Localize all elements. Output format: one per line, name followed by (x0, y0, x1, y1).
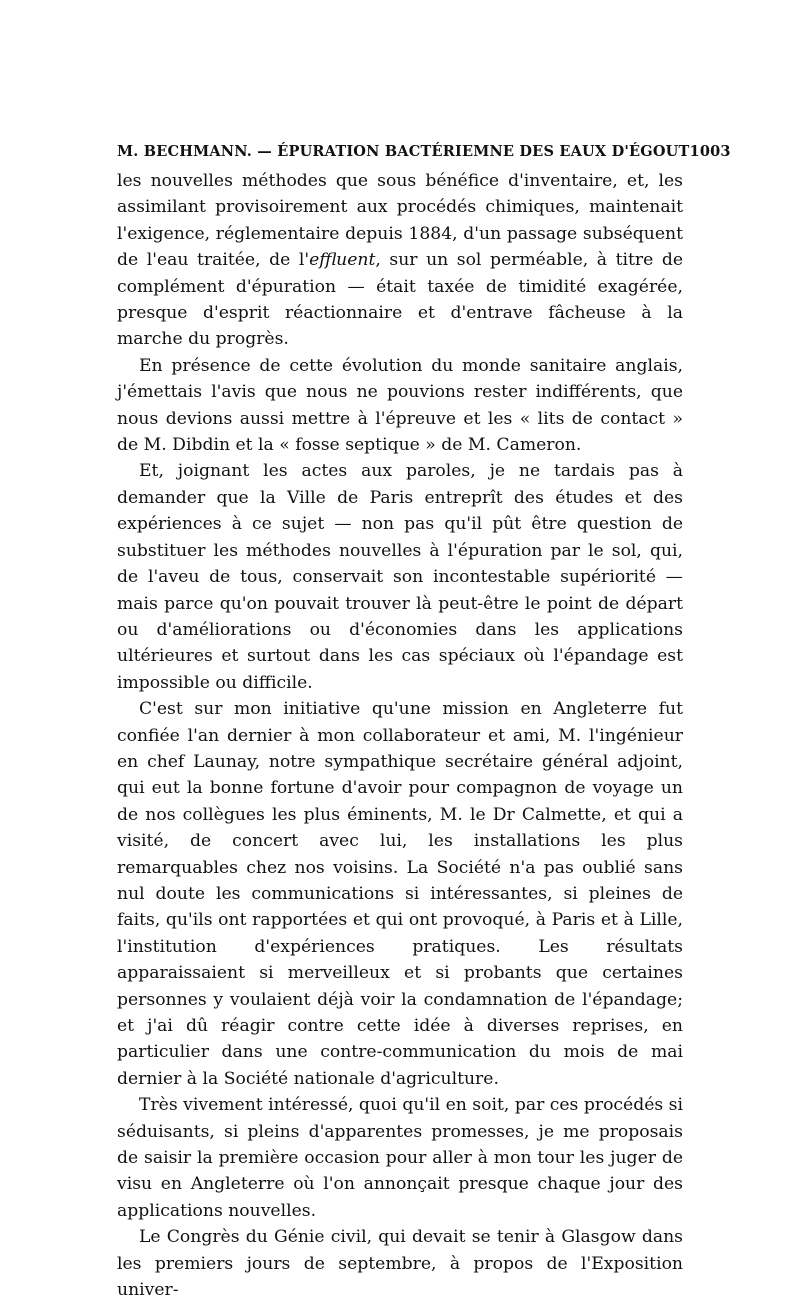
paragraph-2: En présence de cette évolution du monde sanitaire anglais, j'émettais l'avis que nous ne pouvions rester indifférents, que nous devions aussi mettre à l'épreuve et les « lits de contact » de M. Dibdin et la « fosse septique » de M. Cameron. (117, 355, 683, 456)
book-page (117, 142, 731, 1303)
body-text (117, 168, 683, 1303)
paragraph-6: Le Congrès du Génie civil, qui devait se tenir à Glasgow dans les premiers jours de septembre, à propos de l'Exposition univer- (117, 1227, 683, 1301)
page-number: 1003 (689, 143, 731, 160)
paragraph-1-start: les nouvelles méthodes que sous bénéfice d'inventaire, et, les assimilant provisoirement aux procédés chimiques, maintenait l'exigence, réglementaire depuis 1884, d'un passage subséquent de l'eau traitée, de l' (117, 171, 683, 271)
paragraph-5: Très vivement intéressé, quoi qu'il en soit, par ces procédés si séduisants, si pleins d'apparentes promesses, je me proposais de saisir la première occasion pour aller à mon tour les juger de visu en Angleterre où l'on annonçait presque chaque jour des applications nouvelles. (117, 1095, 683, 1221)
paragraph-4: C'est sur mon initiative qu'une mission en Angleterre fut confiée l'an dernier à mon collaborateur et ami, M. l'ingénieur en chef Launay, notre sympathique secrétaire général adjoint, qui eut la bonne fortune d'avoir pour compagnon de voyage un de nos collègues les plus éminents, M. le Dr Calmette, et qui a visité, de concert avec lui, les installations les plus remarquables chez nos voisins. La Société n'a pas oublié sans nul doute les communications si intéressantes, si pleines de faits, qu'ils ont rapportées et qui ont provoqué, à Paris et à Lille, l'institution d'expériences pratiques. Les résultats apparaissaient si merveilleux et si probants que certaines personnes y voulaient déjà voir la condamnation de l'épandage; et j'ai dû réagir contre cette idée à diverses reprises, en particulier dans une contre-communication du mois de mai dernier à la Société nationale d'agriculture. (117, 699, 683, 1089)
running-title: M. BECHMANN. — ÉPURATION BACTÉRIEMNE DES EAUX D'ÉGOUT (117, 143, 690, 160)
italic-term-effluent: effluent (309, 250, 376, 271)
paragraph-1 (117, 168, 683, 353)
running-header (117, 142, 731, 162)
paragraph-1-end: , sur un sol perméable, à titre de complément d'épuration — était taxée de timidité exagérée, presque d'esprit réactionnaire et d'entrave fâcheuse à la marche du progrès. (117, 250, 683, 350)
paragraph-3: Et, joignant les actes aux paroles, je ne tardais pas à demander que la Ville de Paris entreprît des études et des expériences à ce sujet — non pas qu'il pût être question de substituer les méthodes nouvelles à l'épuration par le sol, qui, de l'aveu de tous, conservait son incontestable supériorité — mais parce qu'on pouvait trouver là peut-être le point de départ ou d'améliorations ou d'économies dans les applications ultérieures et surtout dans les cas spéciaux où l'épandage est impossible ou difficile. (117, 461, 683, 693)
